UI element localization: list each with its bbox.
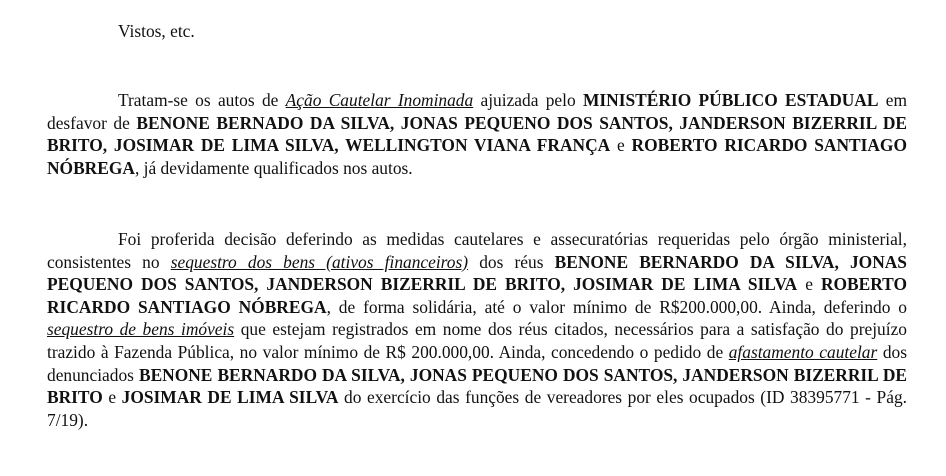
measure-property-seizure: sequestro de bens imóveis <box>47 319 235 340</box>
text-run: que estejam registrados em nome dos réus citados, necessários para a satisfação do prejuízo trazido à Fazenda Pública, no valor mínimo de R$ 200.000,00. Ainda, concedendo o pedido de <box>47 319 907 362</box>
action-type-emphasis: Ação Cautelar Inominada <box>285 90 474 110</box>
text-run: Foi proferida decisão deferindo as medidas cautelares e assecuratórias requeridas pelo órgão ministerial, consistentes no <box>47 229 907 272</box>
text-run: dos réus <box>468 251 555 272</box>
text-run: ajuizada pelo <box>473 90 583 110</box>
measure-removal-from-office: afastamento cautelar <box>728 341 878 362</box>
text-run: em desfavor de <box>47 90 908 133</box>
text-run: do exercício das funções de vereadores por eles ocupados (ID 38395771 - Pág. 7/19). <box>47 387 907 430</box>
defendants-list: BENONE BERNADO DA SILVA, JONAS PEQUENO DOS SANTOS, JANDERSON BIZERRIL DE BRITO, JOSIMAR DE LIMA SILVA, WELLINGTON VIANA FRANÇA <box>47 112 907 156</box>
measure-financial-seizure: sequestro dos bens (ativos financeiros) <box>170 251 469 272</box>
text-run: Tratam-se os autos de <box>118 90 286 110</box>
paragraph-decision <box>47 228 907 431</box>
defendants-group2: BENONE BERNARDO DA SILVA, JONAS PEQUENO DOS SANTOS, JANDERSON BIZERRIL DE BRITO <box>47 364 908 408</box>
defendant-group2-last: JOSIMAR DE LIMA SILVA <box>121 387 339 408</box>
defendants-group1: BENONE BERNARDO DA SILVA, JONAS PEQUENO DOS SANTOS, JANDERSON BIZERRIL DE BRITO, JOSIMAR DE LIMA SILVA <box>47 251 907 295</box>
text-run: e <box>610 135 632 156</box>
text-run: dos denunciados <box>47 341 907 385</box>
defendant-last: ROBERTO RICARDO SANTIAGO NÓBREGA <box>47 135 907 178</box>
paragraph-case-summary <box>47 89 907 179</box>
opening-line: Vistos, etc. <box>118 21 195 41</box>
text-run: , de forma solidária, até o valor mínimo de R$200.000,00. Ainda, deferindo o <box>326 296 907 317</box>
plaintiff-name: MINISTÉRIO PÚBLICO ESTADUAL <box>582 90 879 110</box>
text-run: e <box>102 387 122 408</box>
text-run: , já devidamente qualificados nos autos. <box>134 157 413 178</box>
text-run: e <box>797 274 821 295</box>
defendant-group1-last: ROBERTO RICARDO SANTIAGO NÓBREGA <box>47 274 907 317</box>
